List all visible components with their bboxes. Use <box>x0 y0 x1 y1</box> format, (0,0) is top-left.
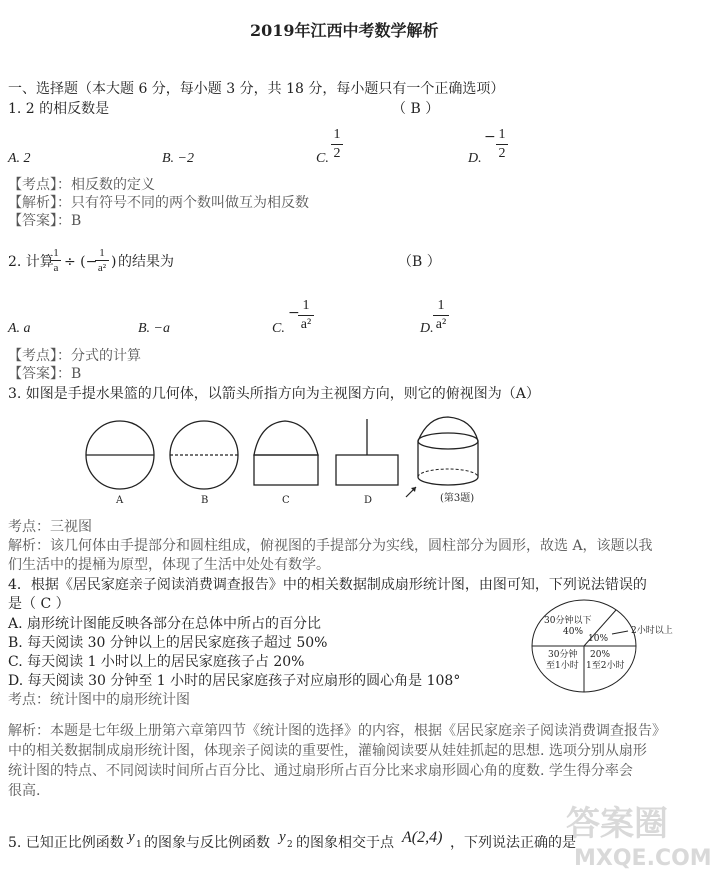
q4-option-c: C. 每天阅读 1 小时以上的居民家庭孩子占 20% <box>8 654 305 670</box>
q2-kaodian: 【考点】：分式的计算 <box>8 348 141 364</box>
q1-jiexi: 【解析】：只有符号不同的两个数叫做互为相反数 <box>8 195 309 211</box>
q3-jiexi-line1: 解析：该几何体由手提部分和圆柱组成，俯视图的手提部分为实线，圆柱部分为圆形，故选 A，该题以我 <box>8 538 653 554</box>
pie-slice-30min-1h-label-2: 至1小时 <box>546 661 579 671</box>
pie-slice-under-30min-percent: 40% <box>563 627 584 637</box>
pie-slice-under-30min-label: 30分钟以下 <box>544 616 592 626</box>
q3-jiexi-line2: 们生活中的提桶为原型，体现了生活中处处有数学。 <box>8 557 330 573</box>
fraction-numerator: 1 <box>437 298 445 313</box>
figure-label-d: D <box>364 495 373 506</box>
fraction-denominator: 2 <box>333 146 341 161</box>
figure-d-handle-on-rectangle <box>336 419 398 485</box>
q1-stem: 1. 2 的相反数是 <box>8 101 110 117</box>
pie-slice-1h-2h-percent: 20% <box>590 650 611 660</box>
q4-stem-line2: 是（ C ） <box>8 596 70 612</box>
fraction-bar <box>433 315 449 316</box>
pie-slice-30min-1h-label: 30分钟 <box>548 650 578 660</box>
q4-jiexi-line2: 中的相关数据制成扇形统计图，体现亲子阅读的重要性，灌输阅读要从娃娃抓起的思想. 选项分别从扇形 <box>8 743 647 759</box>
q2-option-b: B. −a <box>138 321 170 336</box>
q4-stem-line1: 4．根据《居民家庭亲子阅读消费调查报告》中的相关数据制成扇形统计图，由图可知，下列说法错误的 <box>8 577 647 593</box>
q2-option-d-fraction <box>433 298 449 333</box>
q2-fraction-2 <box>95 247 109 274</box>
q2-stem-suffix: 的结果为 <box>118 254 174 270</box>
pie-slice-over-2h-percent: 10% <box>588 634 609 644</box>
q5-stem-part1: 5. 已知正比例函数 <box>8 835 124 851</box>
figure-label-c: C <box>282 495 290 506</box>
pie-callout-line <box>612 631 628 634</box>
section-heading: 一、选择题（本大题 6 分，每小题 3 分，共 18 分，每小题只有一个正确选项） <box>8 81 505 97</box>
q4-jiexi-line1: 解析：本题是七年级上册第六章第四节《统计图的选择》的内容，根据《居民家庭亲子阅读消费调查报告》 <box>8 723 666 739</box>
q3-stem: 3. 如图是手提水果篮的几何体，以箭头所指方向为主视图方向，则它的俯视图为（A） <box>8 386 540 402</box>
q1-option-d: D. <box>468 151 482 166</box>
q5-point: A(2,4) <box>402 829 443 846</box>
fraction-numerator: 1 <box>53 247 59 259</box>
q2-option-d: D. <box>420 321 434 336</box>
fraction-denominator: a² <box>300 317 312 332</box>
fraction-numerator: 1 <box>498 127 506 142</box>
q2-option-a: A. a <box>8 321 31 336</box>
figure-caption: (第3题) <box>440 493 475 504</box>
q2-option-c-fraction <box>298 298 314 333</box>
q1-option-c: C. <box>316 151 329 166</box>
fruit-basket-3d-figure <box>418 417 478 485</box>
view-direction-arrow <box>406 487 416 497</box>
q5-y2-variable: y <box>279 829 286 845</box>
figure-a-circle-with-diameter <box>86 421 154 489</box>
q1-option-c-fraction <box>331 127 343 162</box>
q5-stem-part3: 的图象相交于点 <box>296 835 394 851</box>
q5-stem-part4: ，下列说法正确的是 <box>450 835 576 851</box>
fraction-numerator: 1 <box>302 298 310 313</box>
q1-kaodian: 【考点】：相反数的定义 <box>8 177 155 193</box>
q3-three-view-figure <box>80 415 500 515</box>
figure-c-arch-on-rectangle <box>254 421 318 485</box>
fraction-bar <box>95 260 109 261</box>
figure-label-a: A <box>116 495 124 506</box>
q2-operator: ÷ (− <box>64 254 98 270</box>
fraction-bar <box>496 144 508 145</box>
q2-daan: 【答案】：B <box>8 366 82 382</box>
figure-label-b: B <box>201 495 209 506</box>
q5-stem-part2: 的图象与反比例函数 <box>144 835 270 851</box>
q2-option-c: C. <box>272 321 285 336</box>
q4-option-b: B. 每天阅读 30 分钟以上的居民家庭孩子超过 50% <box>8 635 328 651</box>
q3-kaodian: 考点：三视图 <box>8 519 92 535</box>
fraction-denominator: a <box>53 262 59 274</box>
q5-y2-subscript: 2 <box>287 840 293 850</box>
q2-answer-mark: （B ） <box>398 254 441 270</box>
q1-answer-mark: （ B ） <box>392 101 440 117</box>
fraction-bar <box>298 315 314 316</box>
pie-slice-1h-2h-label: 1至2小时 <box>586 661 625 671</box>
q5-y1-subscript: 1 <box>136 840 142 850</box>
reading-time-pie-figure <box>530 598 680 698</box>
q5-y1-variable: y <box>128 829 135 845</box>
q4-jiexi-line4: 很高. <box>8 783 41 799</box>
fraction-bar <box>51 260 61 261</box>
q4-kaodian: 考点：统计图中的扇形统计图 <box>8 692 190 708</box>
q1-option-b: B. −2 <box>162 151 194 166</box>
fraction-denominator: a² <box>97 262 107 274</box>
fraction-numerator: 1 <box>99 247 105 259</box>
q1-option-d-sign: − <box>484 129 496 145</box>
q2-close-paren: ) <box>111 254 117 270</box>
fraction-numerator: 1 <box>333 127 341 142</box>
page-title: 2019年江西中考数学解析 <box>250 21 439 40</box>
fraction-denominator: a² <box>435 317 447 332</box>
q1-option-d-fraction <box>496 127 508 162</box>
q1-option-a: A. 2 <box>8 151 31 166</box>
q4-option-a: A. 扇形统计图能反映各部分在总体中所占的百分比 <box>8 616 322 632</box>
q4-jiexi-line3: 统计图的特点、不同阅读时间所占百分比、通过扇形所占百分比来求扇形圆心角的度数. 学生得分率会 <box>8 763 633 779</box>
watermark-url: MXQE.COM <box>574 846 712 871</box>
figure-b-circle-with-diameter <box>170 421 238 489</box>
q1-daan: 【答案】：B <box>8 213 82 229</box>
q4-option-d: D. 每天阅读 30 分钟至 1 小时的居民家庭孩子对应扇形的圆心角是 108° <box>8 673 461 689</box>
q2-fraction-1 <box>51 247 61 274</box>
fraction-bar <box>331 144 343 145</box>
watermark-logo: 答案圈 <box>566 804 668 844</box>
q2-option-c-sign: − <box>288 305 300 321</box>
pie-slice-over-2h-callout: 2小时以上 <box>631 626 673 636</box>
q2-stem-prefix: 2. 计算 <box>8 254 54 270</box>
fraction-denominator: 2 <box>498 146 506 161</box>
